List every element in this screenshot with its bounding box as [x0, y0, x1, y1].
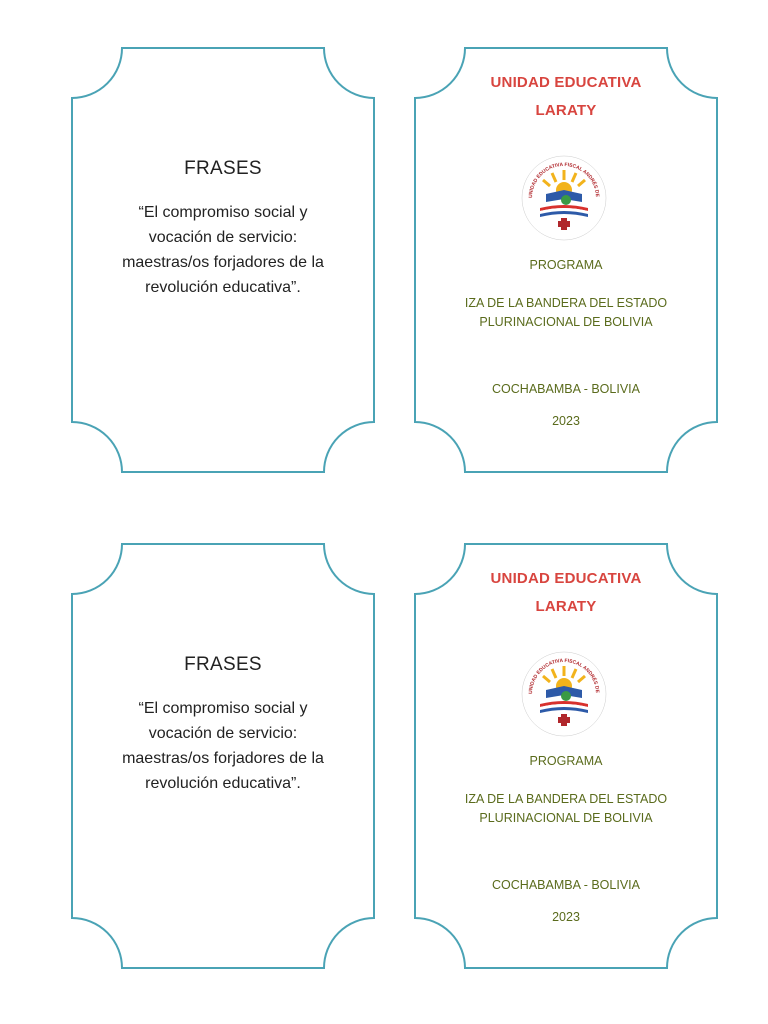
school-name-line1: UNIDAD EDUCATIVA [490, 570, 642, 587]
event-title-line: IZA DE LA BANDERA DEL ESTADO [464, 792, 668, 806]
event-title-line: PLURINACIONAL DE BOLIVIA [479, 315, 653, 329]
frases-title: FRASES [184, 654, 262, 675]
quote-line: maestras/os forjadores de la [122, 254, 324, 271]
school-crest-icon [520, 650, 608, 738]
frases-quote [100, 200, 346, 300]
year-label: 2023 [552, 414, 580, 428]
event-title-line: IZA DE LA BANDERA DEL ESTADO [464, 296, 668, 310]
school-name-line1: UNIDAD EDUCATIVA [490, 74, 642, 91]
quote-line: maestras/os forjadores de la [122, 750, 324, 767]
quote-line: “El compromiso social y [138, 700, 308, 717]
quote-line: revolución educativa”. [145, 279, 301, 296]
crest-text-top: UNIDAD EDUCATIVA FISCAL ANDRÉS DE [527, 161, 601, 199]
city-label: COCHABAMBA - BOLIVIA [492, 382, 640, 396]
cover-card-top [413, 46, 719, 474]
quote-line: vocación de servicio: [148, 725, 298, 742]
year-label: 2023 [552, 910, 580, 924]
programa-label: PROGRAMA [529, 754, 603, 768]
frases-quote [100, 696, 346, 796]
event-title-line: PLURINACIONAL DE BOLIVIA [479, 811, 653, 825]
city-label: COCHABAMBA - BOLIVIA [492, 878, 640, 892]
frases-card-top [70, 46, 376, 474]
school-name-line2: LARATY [535, 598, 597, 615]
quote-line: “El compromiso social y [138, 204, 308, 221]
quote-line: revolución educativa”. [145, 775, 301, 792]
programa-label: PROGRAMA [529, 258, 603, 272]
frases-card-bottom [70, 542, 376, 970]
cover-card-bottom [413, 542, 719, 970]
event-title [413, 294, 719, 332]
quote-line: vocación de servicio: [148, 229, 298, 246]
school-name-line2: LARATY [535, 102, 597, 119]
event-title [413, 790, 719, 828]
frases-title: FRASES [184, 158, 262, 179]
school-crest-icon [520, 154, 608, 242]
crest-text-top: UNIDAD EDUCATIVA FISCAL ANDRÉS DE [527, 657, 601, 695]
